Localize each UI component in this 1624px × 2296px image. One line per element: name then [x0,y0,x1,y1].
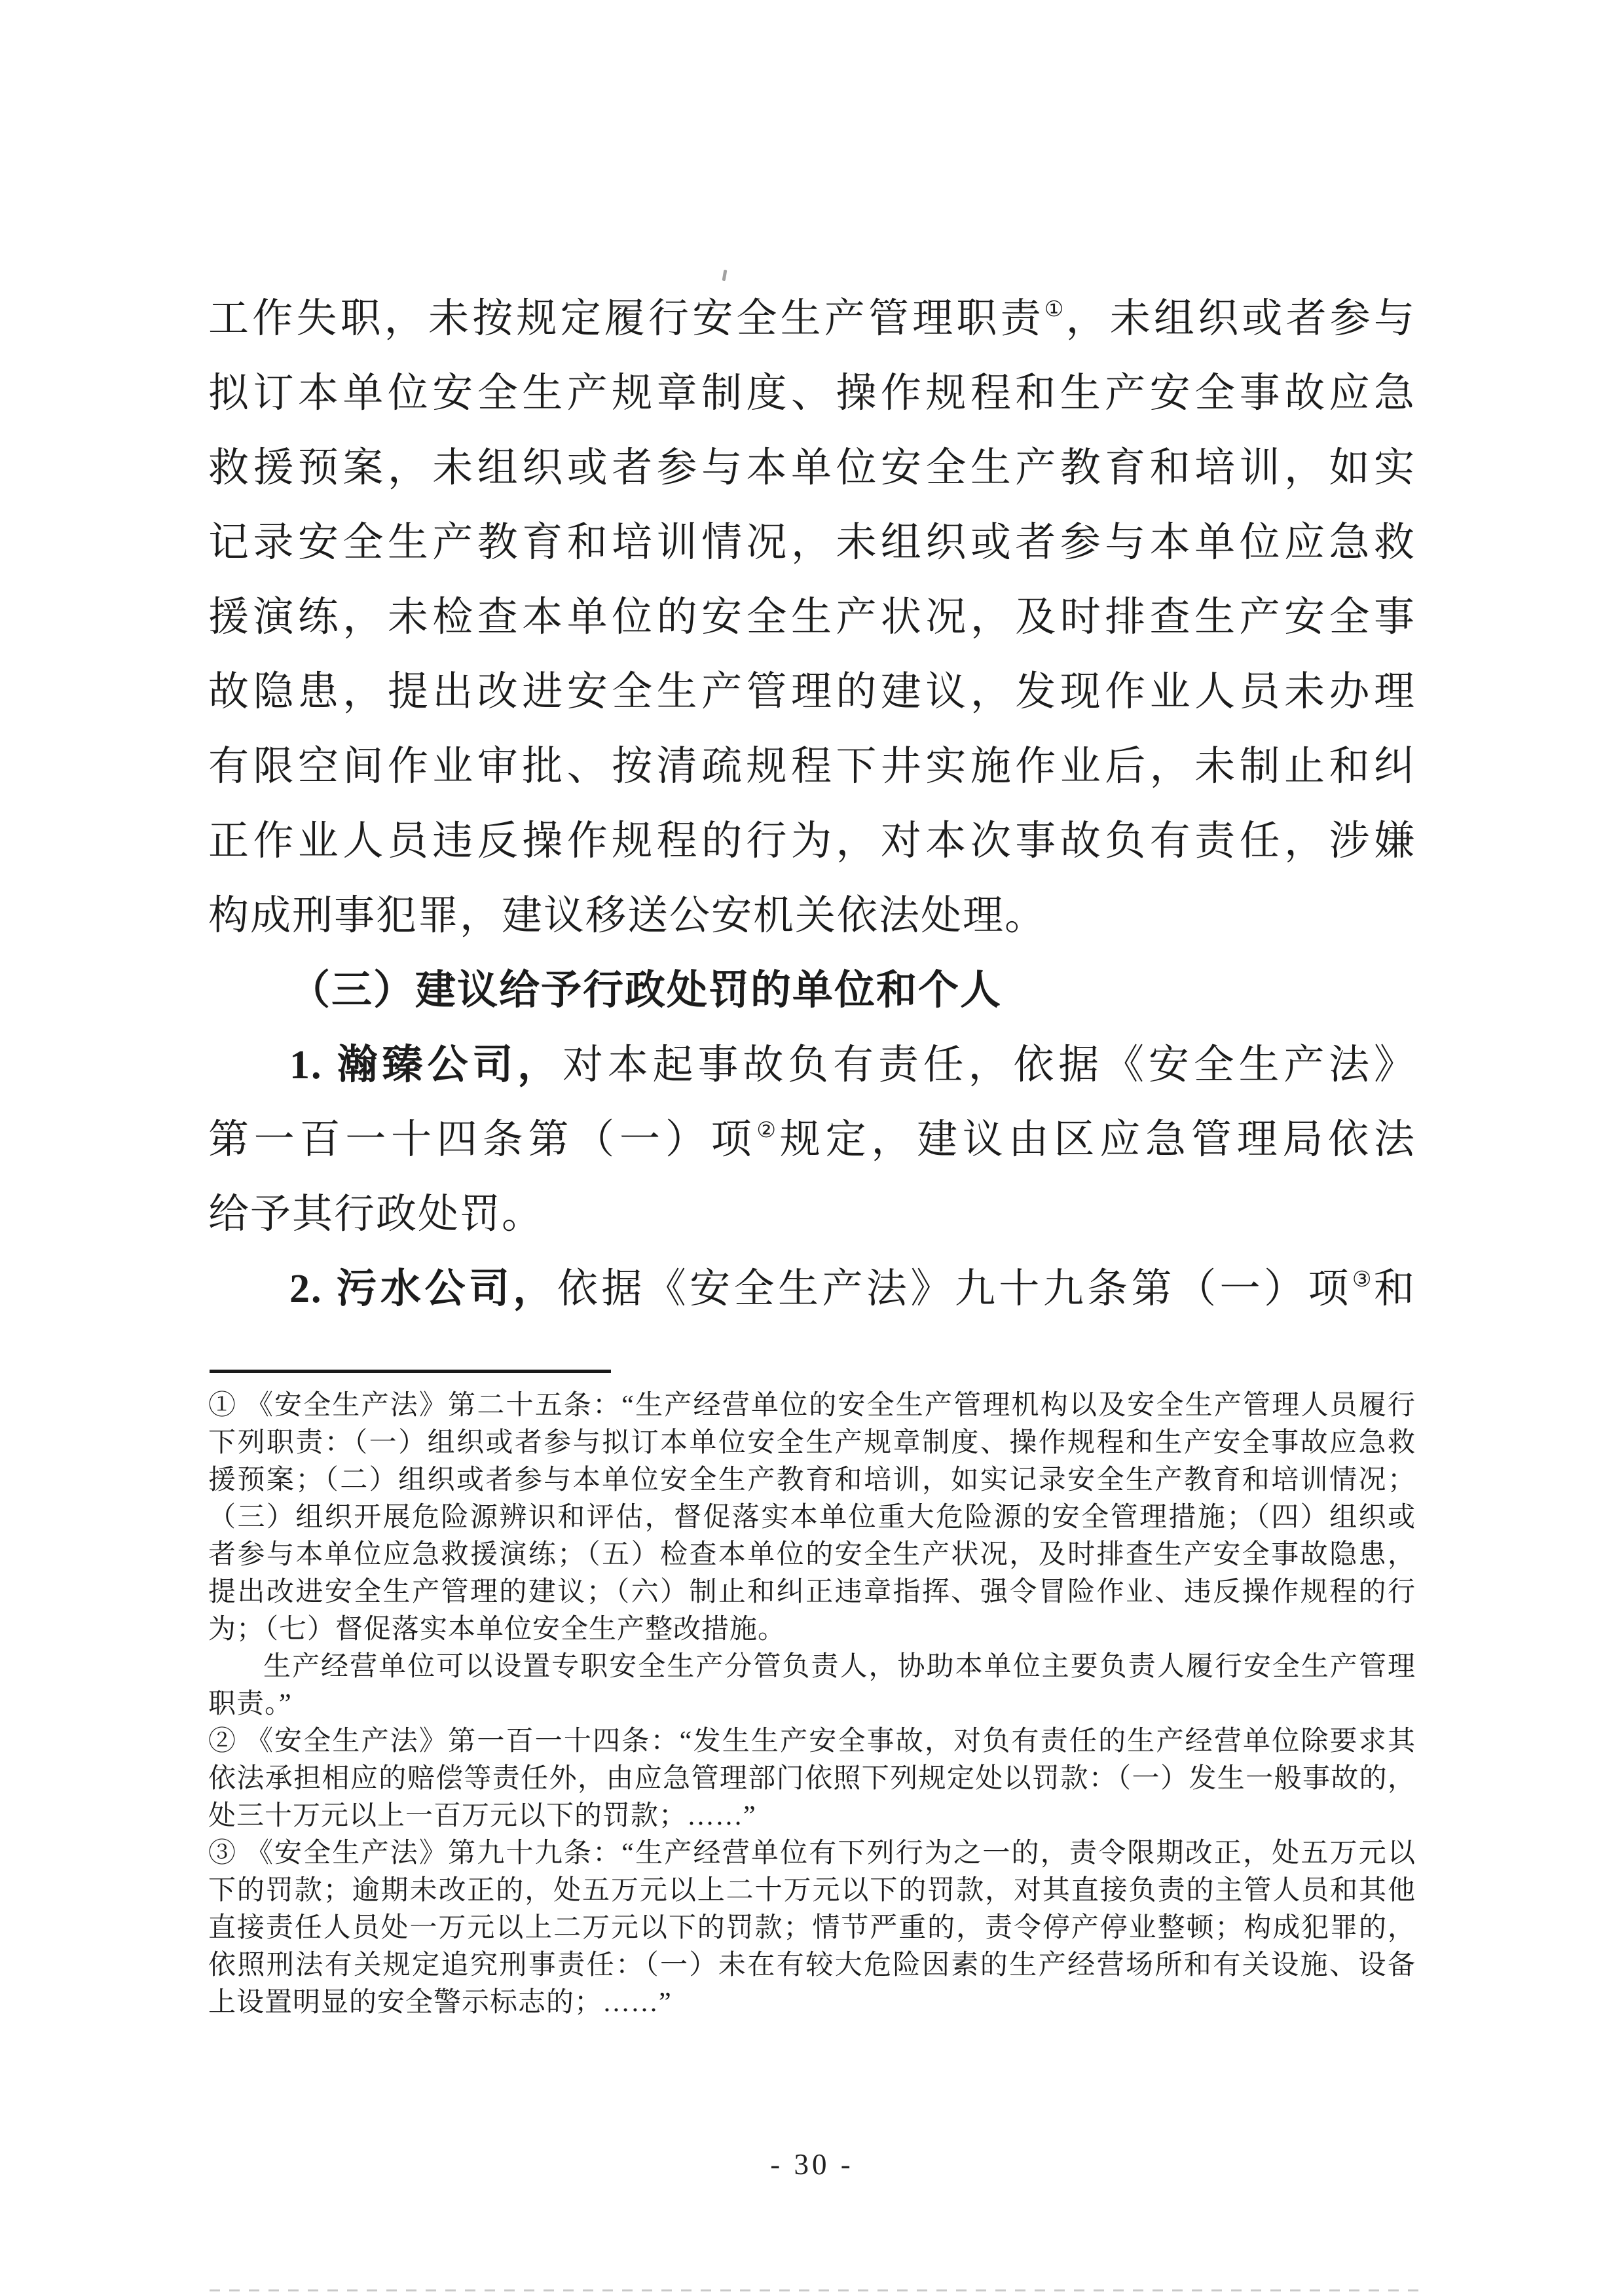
footnote-line [208,1425,1416,1462]
text-segment: 故隐患，提出改进安全生产管理的建议，发现作业人员未办理 [208,670,1416,714]
footnote-separator-rule [210,1370,611,1373]
text-segment: 上设置明显的安全警示标志的；……” [208,1988,672,2018]
footnote-line [208,1984,1416,2022]
scan-edge-artifact [210,2289,1421,2291]
text-segment: 依照刑法有关规定追究刑事责任：（一）未在有较大危险因素的生产经营场所和有关设施、设备 [208,1950,1416,1980]
body-line [208,879,1416,953]
footnote-marker-sup: ② [756,1119,780,1142]
text-segment: 援预案；（二）组织或者参与本单位安全生产教育和培训，如实记录安全生产教育和培训情况； [208,1465,1416,1495]
footnote-line [208,1835,1416,1872]
footnote-line [208,1387,1416,1425]
footnote-line [208,1723,1416,1760]
text-segment: ，未组织或者参与 [1065,297,1416,341]
text-segment: 工作失职，未按规定履行安全生产管理职责 [208,297,1044,341]
text-segment: ② 《安全生产法》第一百一十四条：“发生生产安全事故，对负有责任的生产经营单位除要求其 [208,1726,1416,1757]
footnote-marker-sup: ③ [1352,1268,1374,1292]
text-segment: 给予其行政处罚。 [208,1192,544,1237]
footnote-line [208,1649,1416,1686]
footnote-line [208,1872,1416,1910]
text-segment: 规定，建议由区应急管理局依法 [779,1118,1416,1162]
text-segment: 和 [1373,1267,1416,1311]
text-segment: 下列职责：（一）组织或者参与拟订本单位安全生产规章制度、操作规程和生产安全事故应急救 [208,1428,1416,1458]
text-segment: 生产经营单位可以设置专职安全生产分管负责人，协助本单位主要负责人履行安全生产管理 [263,1652,1416,1682]
body-text-block [208,282,1416,1326]
footnote-line [208,1947,1416,1984]
body-line [208,1028,1416,1102]
text-segment: 救援预案，未组织或者参与本单位安全生产教育和培训，如实 [208,446,1416,490]
text-segment: 职责。” [208,1689,292,1719]
footnote-line [208,1499,1416,1537]
body-line [208,655,1416,729]
text-segment: 拟订本单位安全生产规章制度、操作规程和生产安全事故应急 [208,371,1416,416]
body-line [208,580,1416,655]
text-segment: 依据《安全生产法》九十九条第（一）项 [557,1267,1352,1311]
body-line [208,356,1416,431]
text-segment: 依法承担相应的赔偿等责任外，由应急管理部门依照下列规定处以罚款：（一）发生一般事故的， [208,1764,1416,1794]
text-segment: 下的罚款；逾期未改正的，处五万元以上二十万元以下的罚款，对其直接负责的主管人员和其他 [208,1876,1416,1906]
footnote-line [208,1462,1416,1499]
scan-speck-artifact [722,270,728,282]
footnotes-block [208,1387,1416,2022]
text-segment: （三）组织开展危险源辨识和评估，督促落实本单位重大危险源的安全管理措施；（四）组织或 [208,1503,1416,1533]
text-segment: 处三十万元以上一百万元以下的罚款；……” [208,1801,756,1831]
footnote-line [208,1611,1416,1649]
text-segment: 构成刑事犯罪，建议移送公安机关依法处理。 [208,894,1047,938]
text-segment: 第一百一十四条第（一）项 [208,1118,757,1162]
page-number: - 30 - [770,2148,854,2181]
footnote-line [208,1910,1416,1947]
text-segment: 记录安全生产教育和培训情况，未组织或者参与本单位应急救 [208,520,1416,565]
footnote-marker-sup: ① [1044,298,1066,321]
text-segment: 对本起事故负有责任，依据《安全生产法》 [563,1043,1416,1087]
body-line [208,1177,1416,1252]
text-segment: 1. 瀚臻公司， [289,1043,563,1087]
section-heading [208,953,1416,1028]
body-line [208,505,1416,580]
text-segment: ③ 《安全生产法》第九十九条：“生产经营单位有下列行为之一的，责令限期改正，处五万元以 [208,1838,1416,1868]
text-segment: ① 《安全生产法》第二十五条：“生产经营单位的安全生产管理机构以及安全生产管理人员履行 [208,1391,1416,1421]
footnote-line [208,1686,1416,1723]
text-segment: 者参与本单位应急救援演练；（五）检查本单位的安全生产状况，及时排查生产安全事故隐患， [208,1540,1416,1570]
text-segment: 2. 污水公司， [289,1267,557,1311]
text-segment: （三）建议给予行政处罚的单位和个人 [289,968,1003,1013]
text-segment: 为；（七）督促落实本单位安全生产整改措施。 [208,1614,786,1645]
body-line [208,804,1416,879]
text-segment: 有限空间作业审批、按清疏规程下井实施作业后，未制止和纠 [208,744,1416,789]
body-line [208,431,1416,505]
body-line [208,1252,1416,1326]
body-line [208,1102,1416,1177]
footnote-line [208,1798,1416,1835]
footnote-line [208,1537,1416,1574]
text-segment: 正作业人员违反操作规程的行为，对本次事故负有责任，涉嫌 [208,819,1416,864]
text-segment: 援演练，未检查本单位的安全生产状况，及时排查生产安全事 [208,595,1416,640]
footnote-line [208,1760,1416,1798]
footnote-line [208,1574,1416,1611]
text-segment: 提出改进安全生产管理的建议；（六）制止和纠正违章指挥、强令冒险作业、违反操作规程的行 [208,1577,1416,1607]
body-line [208,729,1416,804]
text-segment: 直接责任人员处一万元以上二万元以下的罚款；情节严重的，责令停产停业整顿；构成犯罪的， [208,1913,1416,1943]
body-line [208,282,1416,356]
